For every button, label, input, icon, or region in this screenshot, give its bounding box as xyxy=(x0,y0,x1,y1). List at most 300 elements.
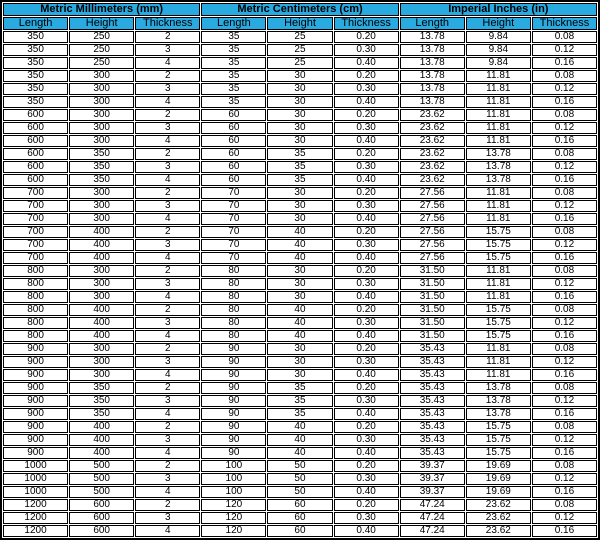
table-cell: 11.81 xyxy=(466,96,531,108)
table-cell: 600 xyxy=(69,499,134,511)
table-cell: 31.50 xyxy=(400,330,465,342)
table-cell: 700 xyxy=(3,252,68,264)
table-cell: 15.75 xyxy=(466,447,531,459)
table-cell: 0.40 xyxy=(334,486,399,498)
table-cell: 4 xyxy=(135,408,200,420)
table-cell: 40 xyxy=(267,330,332,342)
table-cell: 30 xyxy=(267,343,332,355)
table-cell: 23.62 xyxy=(400,148,465,160)
table-cell: 0.16 xyxy=(532,174,597,186)
table-cell: 0.30 xyxy=(334,278,399,290)
table-row xyxy=(3,291,597,303)
table-cell: 900 xyxy=(3,356,68,368)
table-cell: 35.43 xyxy=(400,356,465,368)
table-cell: 39.37 xyxy=(400,486,465,498)
group-header: Imperial Inches (in) xyxy=(400,3,597,16)
table-cell: 4 xyxy=(135,135,200,147)
table-cell: 300 xyxy=(69,96,134,108)
table-cell: 0.12 xyxy=(532,473,597,485)
table-cell: 80 xyxy=(201,265,266,277)
table-cell: 11.81 xyxy=(466,265,531,277)
table-cell: 0.08 xyxy=(532,226,597,238)
table-cell: 300 xyxy=(69,369,134,381)
table-cell: 700 xyxy=(3,239,68,251)
table-cell: 2 xyxy=(135,31,200,43)
table-cell: 0.20 xyxy=(334,304,399,316)
table-cell: 900 xyxy=(3,434,68,446)
table-cell: 19.69 xyxy=(466,460,531,472)
table-cell: 2 xyxy=(135,460,200,472)
table-cell: 23.62 xyxy=(466,525,531,537)
table-row xyxy=(3,473,597,485)
table-cell: 300 xyxy=(69,83,134,95)
table-cell: 4 xyxy=(135,291,200,303)
table-cell: 600 xyxy=(69,512,134,524)
table-row xyxy=(3,148,597,160)
table-cell: 80 xyxy=(201,304,266,316)
table-cell: 0.08 xyxy=(532,109,597,121)
table-cell: 300 xyxy=(69,135,134,147)
table-cell: 4 xyxy=(135,57,200,69)
table-cell: 3 xyxy=(135,44,200,56)
table-cell: 900 xyxy=(3,382,68,394)
table-cell: 0.30 xyxy=(334,395,399,407)
table-cell: 11.81 xyxy=(466,83,531,95)
table-cell: 40 xyxy=(267,447,332,459)
table-cell: 11.81 xyxy=(466,122,531,134)
table-cell: 0.20 xyxy=(334,226,399,238)
table-cell: 9.84 xyxy=(466,31,531,43)
table-cell: 15.75 xyxy=(466,226,531,238)
table-cell: 30 xyxy=(267,70,332,82)
table-cell: 0.20 xyxy=(334,460,399,472)
table-cell: 2 xyxy=(135,304,200,316)
table-cell: 0.30 xyxy=(334,83,399,95)
table-row xyxy=(3,369,597,381)
table-row xyxy=(3,447,597,459)
table-cell: 15.75 xyxy=(466,421,531,433)
table-cell: 35 xyxy=(267,174,332,186)
table-cell: 0.16 xyxy=(532,486,597,498)
table-cell: 0.30 xyxy=(334,512,399,524)
table-cell: 3 xyxy=(135,239,200,251)
table-cell: 350 xyxy=(69,408,134,420)
table-cell: 250 xyxy=(69,31,134,43)
table-cell: 350 xyxy=(69,174,134,186)
table-row xyxy=(3,499,597,511)
table-cell: 0.40 xyxy=(334,96,399,108)
table-cell: 300 xyxy=(69,291,134,303)
table-cell: 3 xyxy=(135,161,200,173)
table-cell: 0.20 xyxy=(334,187,399,199)
table-cell: 2 xyxy=(135,265,200,277)
table-cell: 0.30 xyxy=(334,122,399,134)
table-cell: 0.40 xyxy=(334,57,399,69)
table-cell: 0.12 xyxy=(532,200,597,212)
table-row xyxy=(3,187,597,199)
table-cell: 13.78 xyxy=(400,44,465,56)
group-header-row xyxy=(3,3,597,16)
table-cell: 19.69 xyxy=(466,486,531,498)
table-cell: 300 xyxy=(69,122,134,134)
table-cell: 3 xyxy=(135,512,200,524)
table-cell: 23.62 xyxy=(400,122,465,134)
table-cell: 2 xyxy=(135,187,200,199)
table-cell: 0.12 xyxy=(532,395,597,407)
table-cell: 0.12 xyxy=(532,278,597,290)
table-cell: 9.84 xyxy=(466,44,531,56)
table-cell: 13.78 xyxy=(400,96,465,108)
table-cell: 0.20 xyxy=(334,265,399,277)
table-row xyxy=(3,57,597,69)
table-cell: 2 xyxy=(135,109,200,121)
table-cell: 350 xyxy=(69,161,134,173)
table-cell: 100 xyxy=(201,486,266,498)
table-cell: 2 xyxy=(135,421,200,433)
table-cell: 800 xyxy=(3,304,68,316)
table-cell: 80 xyxy=(201,317,266,329)
table-cell: 40 xyxy=(267,317,332,329)
table-cell: 2 xyxy=(135,70,200,82)
table-cell: 800 xyxy=(3,291,68,303)
table-cell: 0.08 xyxy=(532,499,597,511)
table-cell: 0.08 xyxy=(532,31,597,43)
table-cell: 100 xyxy=(201,473,266,485)
table-cell: 120 xyxy=(201,512,266,524)
table-cell: 90 xyxy=(201,447,266,459)
table-cell: 600 xyxy=(3,135,68,147)
table-cell: 800 xyxy=(3,265,68,277)
table-cell: 35 xyxy=(201,83,266,95)
table-cell: 2 xyxy=(135,226,200,238)
table-cell: 25 xyxy=(267,57,332,69)
table-cell: 0.30 xyxy=(334,317,399,329)
table-cell: 900 xyxy=(3,369,68,381)
table-cell: 23.62 xyxy=(466,512,531,524)
table-row xyxy=(3,395,597,407)
table-cell: 350 xyxy=(3,70,68,82)
table-cell: 30 xyxy=(267,83,332,95)
table-cell: 300 xyxy=(69,343,134,355)
table-cell: 500 xyxy=(69,460,134,472)
table-cell: 70 xyxy=(201,226,266,238)
table-row xyxy=(3,382,597,394)
table-cell: 47.24 xyxy=(400,512,465,524)
table-cell: 13.78 xyxy=(400,83,465,95)
table-cell: 60 xyxy=(201,135,266,147)
table-cell: 60 xyxy=(201,148,266,160)
table-cell: 60 xyxy=(201,161,266,173)
table-cell: 40 xyxy=(267,421,332,433)
table-cell: 11.81 xyxy=(466,187,531,199)
table-cell: 500 xyxy=(69,486,134,498)
table-cell: 120 xyxy=(201,499,266,511)
table-cell: 600 xyxy=(69,525,134,537)
table-row xyxy=(3,252,597,264)
table-cell: 30 xyxy=(267,96,332,108)
table-cell: 13.78 xyxy=(400,70,465,82)
table-cell: 0.20 xyxy=(334,343,399,355)
table-row xyxy=(3,70,597,82)
table-row xyxy=(3,109,597,121)
table-cell: 50 xyxy=(267,460,332,472)
table-cell: 30 xyxy=(267,356,332,368)
table-cell: 0.30 xyxy=(334,161,399,173)
table-cell: 0.30 xyxy=(334,434,399,446)
table-cell: 11.81 xyxy=(466,278,531,290)
table-cell: 300 xyxy=(69,70,134,82)
table-cell: 13.78 xyxy=(466,408,531,420)
table-cell: 0.20 xyxy=(334,109,399,121)
column-header: Thickness xyxy=(532,17,597,30)
table-cell: 11.81 xyxy=(466,213,531,225)
table-cell: 350 xyxy=(3,44,68,56)
table-cell: 13.78 xyxy=(400,57,465,69)
table-cell: 3 xyxy=(135,356,200,368)
table-cell: 0.12 xyxy=(532,161,597,173)
table-cell: 1000 xyxy=(3,486,68,498)
table-cell: 4 xyxy=(135,525,200,537)
table-cell: 11.81 xyxy=(466,369,531,381)
table-cell: 900 xyxy=(3,395,68,407)
table-cell: 0.16 xyxy=(532,291,597,303)
table-cell: 60 xyxy=(267,525,332,537)
table-cell: 300 xyxy=(69,265,134,277)
table-cell: 0.40 xyxy=(334,525,399,537)
table-cell: 700 xyxy=(3,226,68,238)
table-cell: 31.50 xyxy=(400,304,465,316)
table-cell: 35.43 xyxy=(400,395,465,407)
table-cell: 0.12 xyxy=(532,317,597,329)
table-cell: 0.40 xyxy=(334,330,399,342)
table-cell: 70 xyxy=(201,239,266,251)
table-header xyxy=(3,3,597,30)
table-cell: 11.81 xyxy=(466,291,531,303)
table-cell: 80 xyxy=(201,291,266,303)
table-cell: 400 xyxy=(69,252,134,264)
table-body xyxy=(3,31,597,537)
table-cell: 23.62 xyxy=(400,161,465,173)
table-cell: 400 xyxy=(69,434,134,446)
table-cell: 350 xyxy=(3,31,68,43)
table-row xyxy=(3,434,597,446)
table-cell: 400 xyxy=(69,304,134,316)
table-cell: 35 xyxy=(201,96,266,108)
table-cell: 47.24 xyxy=(400,499,465,511)
table-cell: 250 xyxy=(69,57,134,69)
table-cell: 39.37 xyxy=(400,460,465,472)
column-header: Height xyxy=(466,17,531,30)
table-row xyxy=(3,408,597,420)
table-cell: 2 xyxy=(135,148,200,160)
table-row xyxy=(3,239,597,251)
column-header: Height xyxy=(69,17,134,30)
table-cell: 3 xyxy=(135,200,200,212)
table-cell: 0.40 xyxy=(334,291,399,303)
table-cell: 0.08 xyxy=(532,187,597,199)
table-cell: 90 xyxy=(201,408,266,420)
table-cell: 47.24 xyxy=(400,525,465,537)
table-cell: 3 xyxy=(135,317,200,329)
table-cell: 300 xyxy=(69,356,134,368)
table-cell: 27.56 xyxy=(400,239,465,251)
table-cell: 50 xyxy=(267,473,332,485)
table-row xyxy=(3,460,597,472)
table-row xyxy=(3,512,597,524)
table-cell: 3 xyxy=(135,278,200,290)
table-cell: 13.78 xyxy=(466,174,531,186)
table-cell: 4 xyxy=(135,96,200,108)
table-cell: 0.20 xyxy=(334,70,399,82)
table-cell: 900 xyxy=(3,421,68,433)
table-cell: 600 xyxy=(3,174,68,186)
table-cell: 4 xyxy=(135,174,200,186)
table-row xyxy=(3,278,597,290)
table-cell: 0.40 xyxy=(334,213,399,225)
table-row xyxy=(3,135,597,147)
column-header: Length xyxy=(3,17,68,30)
table-row xyxy=(3,421,597,433)
table-cell: 35 xyxy=(267,395,332,407)
table-cell: 100 xyxy=(201,460,266,472)
table-cell: 27.56 xyxy=(400,187,465,199)
table-cell: 0.16 xyxy=(532,447,597,459)
table-cell: 350 xyxy=(69,148,134,160)
table-cell: 0.16 xyxy=(532,135,597,147)
table-cell: 0.08 xyxy=(532,304,597,316)
table-cell: 0.12 xyxy=(532,512,597,524)
table-cell: 0.30 xyxy=(334,239,399,251)
table-cell: 400 xyxy=(69,421,134,433)
table-cell: 0.08 xyxy=(532,421,597,433)
table-row xyxy=(3,83,597,95)
table-cell: 0.12 xyxy=(532,239,597,251)
table-cell: 0.20 xyxy=(334,31,399,43)
table-row xyxy=(3,486,597,498)
table-cell: 27.56 xyxy=(400,200,465,212)
table-cell: 90 xyxy=(201,343,266,355)
table-cell: 0.16 xyxy=(532,213,597,225)
table-cell: 600 xyxy=(3,109,68,121)
table-cell: 0.20 xyxy=(334,499,399,511)
column-header-row xyxy=(3,17,597,30)
table-cell: 0.12 xyxy=(532,122,597,134)
table-cell: 35 xyxy=(201,70,266,82)
table-cell: 15.75 xyxy=(466,330,531,342)
table-cell: 2 xyxy=(135,499,200,511)
table-cell: 0.08 xyxy=(532,148,597,160)
table-cell: 300 xyxy=(69,187,134,199)
table-cell: 70 xyxy=(201,252,266,264)
table-cell: 0.16 xyxy=(532,330,597,342)
table-cell: 700 xyxy=(3,213,68,225)
table-cell: 35 xyxy=(201,57,266,69)
column-header: Length xyxy=(400,17,465,30)
table-cell: 70 xyxy=(201,200,266,212)
table-cell: 23.62 xyxy=(400,174,465,186)
table-cell: 0.16 xyxy=(532,252,597,264)
table-cell: 23.62 xyxy=(400,109,465,121)
table-cell: 11.81 xyxy=(466,356,531,368)
table-cell: 80 xyxy=(201,330,266,342)
table-cell: 0.08 xyxy=(532,265,597,277)
table-cell: 0.40 xyxy=(334,135,399,147)
table-row xyxy=(3,226,597,238)
table-cell: 35 xyxy=(267,408,332,420)
table-cell: 60 xyxy=(201,122,266,134)
table-cell: 0.40 xyxy=(334,408,399,420)
table-cell: 35 xyxy=(267,161,332,173)
table-row xyxy=(3,96,597,108)
table-cell: 27.56 xyxy=(400,226,465,238)
table-cell: 23.62 xyxy=(466,499,531,511)
table-cell: 3 xyxy=(135,395,200,407)
table-cell: 120 xyxy=(201,525,266,537)
table-cell: 30 xyxy=(267,109,332,121)
table-cell: 0.20 xyxy=(334,382,399,394)
table-cell: 31.50 xyxy=(400,317,465,329)
table-cell: 13.78 xyxy=(466,382,531,394)
table-cell: 11.81 xyxy=(466,343,531,355)
table-cell: 80 xyxy=(201,278,266,290)
table-cell: 400 xyxy=(69,239,134,251)
table-cell: 90 xyxy=(201,356,266,368)
table-cell: 0.20 xyxy=(334,421,399,433)
table-cell: 15.75 xyxy=(466,252,531,264)
table-cell: 15.75 xyxy=(466,239,531,251)
table-cell: 30 xyxy=(267,135,332,147)
table-cell: 19.69 xyxy=(466,473,531,485)
table-cell: 3 xyxy=(135,122,200,134)
group-header: Metric Millimeters (mm) xyxy=(3,3,200,16)
table-cell: 0.16 xyxy=(532,525,597,537)
table-cell: 600 xyxy=(3,122,68,134)
table-cell: 0.16 xyxy=(532,408,597,420)
table-row xyxy=(3,44,597,56)
table-cell: 250 xyxy=(69,44,134,56)
table-cell: 35.43 xyxy=(400,434,465,446)
table-row xyxy=(3,174,597,186)
table-cell: 4 xyxy=(135,486,200,498)
table-cell: 900 xyxy=(3,343,68,355)
table-row xyxy=(3,31,597,43)
table-cell: 0.12 xyxy=(532,434,597,446)
table-cell: 39.37 xyxy=(400,473,465,485)
column-header: Length xyxy=(201,17,266,30)
table-cell: 0.08 xyxy=(532,382,597,394)
table-cell: 35 xyxy=(267,382,332,394)
table-cell: 800 xyxy=(3,278,68,290)
table-cell: 13.78 xyxy=(400,31,465,43)
table-cell: 0.30 xyxy=(334,200,399,212)
table-row xyxy=(3,356,597,368)
table-cell: 90 xyxy=(201,395,266,407)
table-cell: 350 xyxy=(69,382,134,394)
table-cell: 15.75 xyxy=(466,434,531,446)
table-cell: 0.08 xyxy=(532,343,597,355)
table-cell: 500 xyxy=(69,473,134,485)
table-cell: 35.43 xyxy=(400,447,465,459)
table-cell: 400 xyxy=(69,330,134,342)
table-row xyxy=(3,343,597,355)
table-cell: 350 xyxy=(3,96,68,108)
table-cell: 90 xyxy=(201,421,266,433)
table-cell: 60 xyxy=(201,174,266,186)
table-row xyxy=(3,330,597,342)
table-cell: 30 xyxy=(267,278,332,290)
table-cell: 60 xyxy=(267,499,332,511)
table-cell: 35.43 xyxy=(400,408,465,420)
